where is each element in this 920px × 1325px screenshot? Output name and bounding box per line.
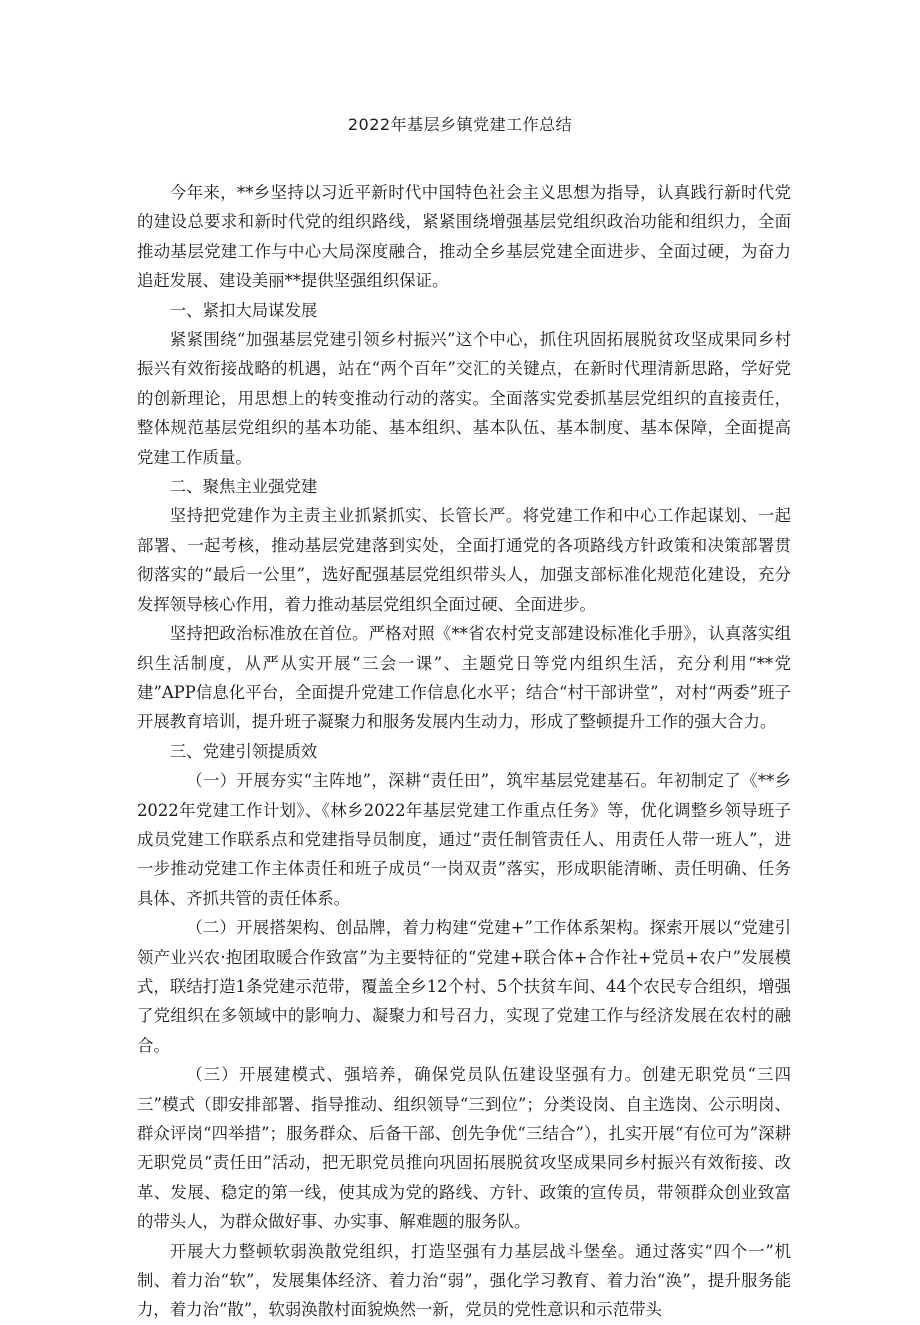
section-1-paragraph: 紧紧围绕“加强基层党建引领乡村振兴”这个中心，抓住巩固拓展脱贫攻坚成果同乡村振兴有效衔接战略的机遇，站在“两个百年”交汇的关键点，在新时代理清新思路，学好党的创新理论，用思想上的转变推动行动的落实。全面落实党委抓基层党组织的直接责任，整体规范基层党组织的基本功能、基本组织、基本队伍、基本制度、基本保障，全面提高党建工作质量。: [137, 330, 791, 467]
intro-paragraph: 今年来，**乡坚持以习近平新时代中国特色社会主义思想为指导，认真践行新时代党的建设总要求和新时代党的组织路线，紧紧围绕增强基层党组织政治功能和组织力，全面推动基层党建工作与中心大局深度融合，推动全乡基层党建全面进步、全面过硬，为奋力追赶发展、建设美丽**提供坚强组织保证。: [137, 183, 791, 291]
section-heading-3: 三、党建引领提质效: [169, 741, 318, 761]
document-body: [137, 178, 791, 1325]
section-heading-1: 一、紧扣大局谋发展: [169, 300, 318, 320]
section-3-item-1: （一）开展夯实“主阵地”，深耕“责任田”，筑牢基层党建基石。年初制定了《**乡2022年党建工作计划》、《林乡2022年基层党建工作重点任务》等，优化调整乡领导班子成员党建工作联系点和党建指导员制度，通过“责任制管责任人、用责任人带一班人”，进一步推动党建工作主体责任和班子成员“一岗双责”落实，形成职能清晰、责任明确、任务具体、齐抓共管的责任体系。: [137, 771, 791, 908]
section-3-item-2: （二）开展搭架构、创品牌，着力构建“党建+”工作体系架构。探索开展以“党建引领产业兴农·抱团取暖合作致富”为主要特征的“党建+联合体+合作社+党员+农户”发展模式，联结打造1条党建示范带，覆盖全乡12个村、5个扶贫车间、44个农民专合组织，增强了党组织在多领域中的影响力、凝聚力和号召力，实现了党建工作与经济发展在农村的融合。: [137, 918, 791, 1055]
section-3-paragraph-4: 开展大力整顿软弱涣散党组织，打造坚强有力基层战斗堡垒。通过落实“四个一”机制、着力治“软”，发展集体经济、着力治“弱”，强化学习教育、着力治“涣”，提升服务能力，着力治“散”，软弱涣散村面貌焕然一新，党员的党性意识和示范带头: [137, 1241, 791, 1320]
section-heading-2: 二、聚焦主业强党建: [169, 477, 318, 497]
section-2-paragraph-1: 坚持把党建作为主责主业抓紧抓实、长管长严。将党建工作和中心工作起谋划、一起部署、一起考核，推动基层党建落到实处，全面打通党的各项路线方针政策和决策部署贯彻落实的“最后一公里”，选好配强基层党组织带头人，加强支部标准化规范化建设，充分发挥领导核心作用，着力推动基层党组织全面过硬、全面进步。: [137, 506, 791, 614]
document-title: 2022年基层乡镇党建工作总结: [347, 115, 573, 134]
section-2-paragraph-2: 坚持把政治标准放在首位。严格对照《**省农村党支部建设标准化手册》，认真落实组织生活制度，从严从实开展“三会一课”、主题党日等党内组织生活，充分利用“**党建”APP信息化平台，全面提升党建工作信息化水平；结合“村干部讲堂”，对村“两委”班子开展教育培训，提升班子凝聚力和服务发展内生动力，形成了整顿提升工作的强大合力。: [137, 624, 791, 732]
section-3-item-3: （三）开展建模式、强培养，确保党员队伍建设坚强有力。创建无职党员“三四三”模式（即安排部署、指导推动、组织领导“三到位”；分类设岗、自主选岗、公示明岗、群众评岗“四举措”；服务群众、后备干部、创先争优“三结合”），扎实开展“有位可为”深耕无职党员“责任田”活动，把无职党员推向巩固拓展脱贫攻坚成果同乡村振兴有效衔接、改革、发展、稳定的第一线，使其成为党的路线、方针、政策的宣传员，带领群众创业致富的带头人，为群众做好事、办实事、解难题的服务队。: [137, 1065, 791, 1232]
